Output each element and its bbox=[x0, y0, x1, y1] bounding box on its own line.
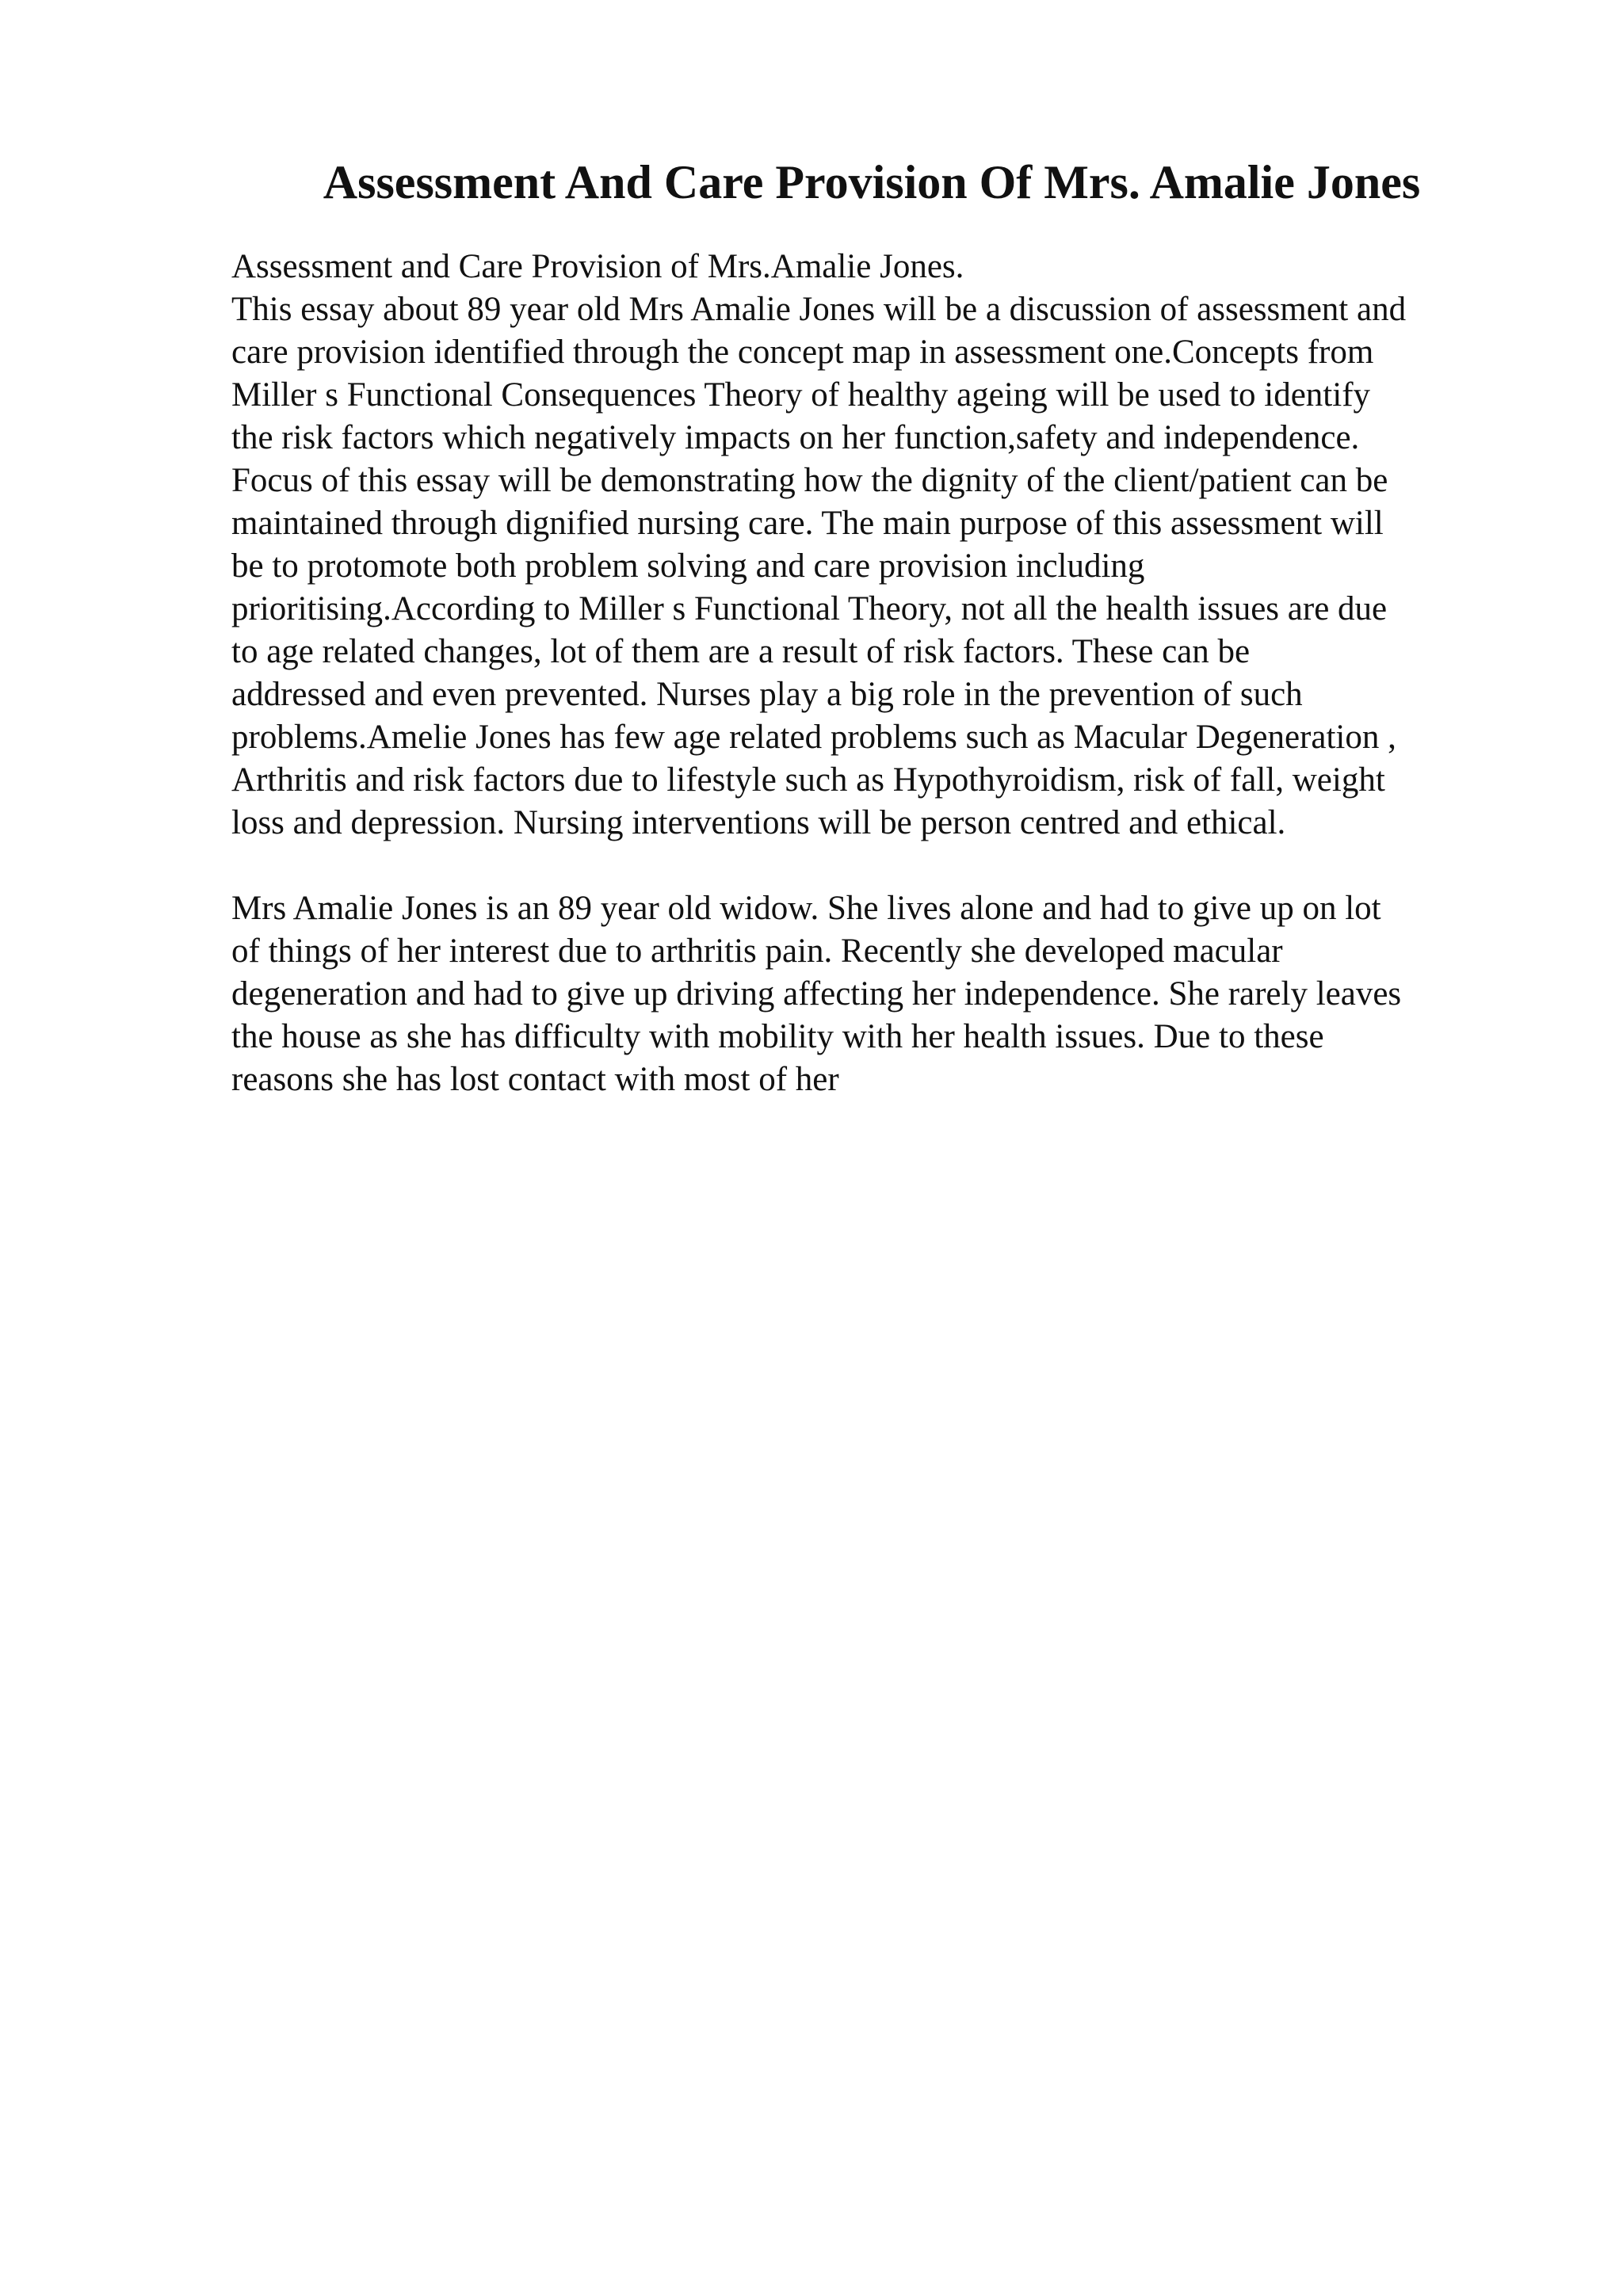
text-line: This essay about 89 year old Mrs Amalie Jones will be a discussion of assessment and bbox=[231, 291, 1407, 328]
text-line: problems.Amelie Jones has few age related problems such as Macular Degeneration , bbox=[231, 719, 1396, 756]
text-line: be to protomote both problem solving and care provision including bbox=[231, 547, 1145, 585]
text-line: Assessment and Care Provision of Mrs.Amalie Jones. bbox=[231, 248, 964, 285]
text-line: prioritising.According to Miller s Functional Theory, not all the health issues are due bbox=[231, 590, 1388, 627]
text-line: the risk factors which negatively impacts on her function,safety and independence. bbox=[231, 419, 1360, 456]
text-line: to age related changes, lot of them are a result of risk factors. These can be bbox=[231, 633, 1251, 670]
paragraph-2 bbox=[231, 887, 1594, 1101]
text-line: maintained through dignified nursing care. The main purpose of this assessment will bbox=[231, 505, 1384, 542]
text-line: Mrs Amalie Jones is an 89 year old widow. She lives alone and had to give up on lot bbox=[231, 890, 1381, 927]
text-line: loss and depression. Nursing interventions will be person centred and ethical. bbox=[231, 804, 1286, 841]
document-body bbox=[231, 246, 1594, 1101]
text-line: the house as she has difficulty with mobility with her health issues. Due to these bbox=[231, 1018, 1324, 1055]
text-line: of things of her interest due to arthritis pain. Recently she developed macular bbox=[231, 933, 1283, 970]
text-line: addressed and even prevented. Nurses play a big role in the prevention of such bbox=[231, 676, 1303, 713]
text-line: Arthritis and risk factors due to lifestyle such as Hypothyroidism, risk of fall, weight bbox=[231, 761, 1385, 799]
text-line: Focus of this essay will be demonstrating how the dignity of the client/patient can be bbox=[231, 462, 1388, 499]
paragraph-spacer bbox=[231, 845, 1594, 887]
text-line: reasons she has lost contact with most of her bbox=[231, 1061, 839, 1098]
document-title: Assessment And Care Provision Of Mrs. Amalie Jones bbox=[323, 156, 1421, 208]
text-line: degeneration and had to give up driving affecting her independence. She rarely leaves bbox=[231, 975, 1402, 1013]
text-line: care provision identified through the concept map in assessment one.Concepts from bbox=[231, 334, 1374, 371]
paragraph-1 bbox=[231, 246, 1594, 845]
text-line: Miller s Functional Consequences Theory of healthy ageing will be used to identify bbox=[231, 376, 1371, 414]
